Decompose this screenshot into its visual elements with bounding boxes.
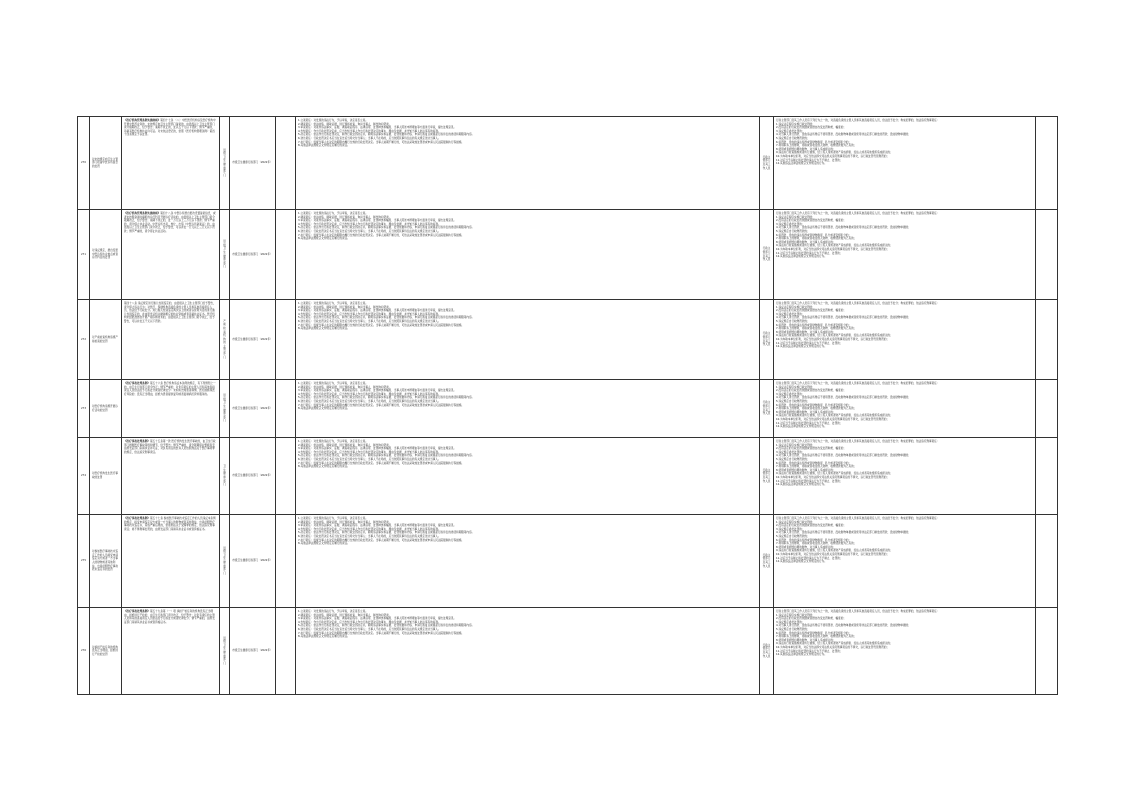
responsibility-line: 6.送达责任：行政处罚决定书应当在宣告后当场交付当事人；当事人不在场的，应当依照民事诉讼法的有关规定送达当事人。 [298,399,441,403]
subject-text: 县级 卫生 健康 部门 [223,636,226,665]
notes-label-cell [760,117,774,210]
responsibility-line: 2.调查责任：依法收集、调取证据，进行现场检查、询问当事人，制作询问笔录。 [298,215,392,219]
legal-basis-cell [122,300,220,380]
accountability-line: 2.没有法定的行政处罚依据或者擅自改变处罚种类、幅度的； [776,389,846,393]
responsibility-line: 1.立案责任：对发现的违法行为，予以审查，决定是否立案。 [298,517,368,520]
responsibility-line: 4.告知责任：作出行政处罚决定前，应当告知当事人作出行政处罚决定的事实、理由及依据，并告知当事人依法享有的权利。 [298,312,441,316]
accountability-line: 3.违反规定委托处罚的； [776,392,805,396]
row-index-cell [78,300,90,380]
accountability-line: 行政主管部门及其工作人员有下列行为之一的，对直接负责的主管人员和其他直接责任人员，依法给予处分；构成犯罪的，依法追究刑事责任： [776,212,940,215]
responsibility-line: 1.立案责任：对发现的违法行为，予以审查，决定是否立案。 [298,302,368,305]
item-name-cell [90,300,122,380]
responsibility-line: 7.执行责任：监督当事人在决定的期限内履行生效的行政处罚决定。当事人逾期不履行的，可依法采取加处罚款或申请人民法院强制执行等措施。 [298,323,464,327]
table-row [78,438,1058,515]
responsibility-line: 4.告知责任：作出行政处罚决定前，应当告知当事人作出行政处罚决定的事实、理由及依据，并告知当事人依法享有的权利。 [298,527,441,531]
accountability-line: 1.违反法定程序实施行政处罚的； [776,443,815,447]
basis-text: 第四十八条 违反规定进行胎儿性别鉴定的，由县级以上卫生主管部门给予警告，责令停止违法行为；对医疗、保健机构直接负责的主管人员和其他直接责任人员，依法给予行政处分。进行胎儿性别鉴定两次以上的或者以营利为目的进行胎儿性别鉴定的，并由原发证机关撤销相应的执业资格或者吊销执业证书。医疗机构未经批准擅自开展产前诊断技术的，由县级以上卫生主管部门责令改正，给予警告，可以并处五千元以下罚款。 [124,302,216,323]
accountability-line: 7.利用职务上的便利，索取或者收受他人财物、收缴罚款据为己有的； [776,542,857,546]
basis-title: 《医疗事故处理条例》 [124,517,150,520]
responsibility-line: 3.审查责任：对案件违法事实、证据、调查取证程序、法律适用、处罚种类和幅度、当事人陈述申辩理由等方面进行审查，提出处理意见。 [298,447,457,451]
subject-text: 县级 卫生 健康 部门 [223,394,226,423]
accountability-line: 12.其他违反法律法规规章文件规定的行为。 [776,345,827,349]
notes-label: 行政主管部门及其工作人员 [762,468,771,483]
department-text: 市级卫生健康行政部门（2022年） [232,649,273,653]
accountability-line: 6.将罚款、没收的违法所得或者财物截留、私分或者变相私分的； [776,403,852,407]
responsibility-line: 1.立案责任：对发现的违法行为，予以审查，决定是否立案。 [298,440,368,443]
row-index: 273 [81,406,86,410]
responsibility-line: 5.决定责任：依法作出行政处罚决定，制作行政处罚决定书，载明违法事实和证据、处罚依据和内容、申请行政复议或提起行政诉讼的途径和期限等内容。 [298,396,475,400]
legal-basis-cell [122,438,220,515]
responsibility-line: 7.执行责任：监督当事人在决定的期限内履行生效的行政处罚决定。当事人逾期不履行的，可依法采取加处罚款或申请人民法院强制执行等措施。 [298,403,464,407]
subject-text: 卫生 健康 部门 [223,465,226,487]
responsibility-line: 7.执行责任：监督当事人在决定的期限内履行生效的行政处罚决定。当事人逾期不履行的，可依法采取加处罚款或申请人民法院强制执行等措施。 [298,538,464,542]
responsibility-line: 6.送达责任：行政处罚决定书应当在宣告后当场交付当事人；当事人不在场的，应当依照民事诉讼法的有关规定送达当事人。 [298,627,441,631]
basis-title: 《医疗事故处理条例》 [124,382,150,385]
accountability-line: 8.使用或者损毁扣押的财物，对当事人造成损失的； [776,468,836,472]
accountability-cell [774,515,1036,608]
accountability-cell [774,380,1036,438]
notes-label: 行政主管部门及其工作人员 [762,155,771,170]
department-cell [230,608,276,695]
responsibility-line: 3.审查责任：对案件违法事实、证据、调查取证程序、法律适用、处罚种类和幅度、当事人陈述申辩理由等方面进行审查，提出处理意见。 [298,617,457,621]
accountability-line: 7.利用职务上的便利，索取或者收受他人财物、收缴罚款据为己有的； [776,635,857,639]
responsibility-line: 8.其他法律法规规章文件规定应履行的责任。 [298,327,350,331]
basis-title: 《医疗事故处理条例》 [124,610,150,613]
accountability-line: 12.其他违反法律法规规章文件规定的行为。 [776,425,827,429]
accountability-line: 6.将罚款、没收的违法所得或者财物截留、私分或者变相私分的； [776,538,852,542]
accountability-line: 2.没有法定的行政处罚依据或者擅自改变处罚种类、幅度的； [776,309,846,313]
blank-cell [276,300,296,380]
accountability-line: 3.违反规定委托处罚的； [776,312,805,316]
item-name-cell [90,210,122,300]
accountability-cell [774,117,1036,210]
legal-basis-cell [122,117,220,210]
responsibility-line: 2.调查责任：依法收集、调取证据，进行现场检查、询问当事人，制作询问笔录。 [298,613,392,617]
responsibility-line: 5.决定责任：依法作出行政处罚决定，制作行政处罚决定书，载明违法事实和证据、处罚依据和内容、申请行政复议或提起行政诉讼的途径和期限等内容。 [298,226,475,230]
responsibility-cell [296,438,760,515]
accountability-line: 12.其他违反法律法规规章文件规定的行为。 [776,162,827,166]
responsibility-line: 5.决定责任：依法作出行政处罚决定，制作行政处罚决定书，载明违法事实和证据、处罚依据和内容、申请行政复议或提起行政诉讼的途径和期限等内容。 [298,316,475,320]
accountability-line: 1.违反法定程序实施行政处罚的； [776,613,815,617]
accountability-cell [774,210,1036,300]
table-row [78,515,1058,608]
item-name: 对违反规定，擅自变更中医诊所执业地点或者诊疗科目的处罚 [92,249,118,260]
accountability-line: 11.对应当予以制止和处罚的违法行为不予制止、处罚的； [776,556,843,560]
responsibility-line: 2.调查责任：依法收集、调取证据，进行现场检查、询问当事人，制作询问笔录。 [298,443,392,447]
responsibility-line: 3.审查责任：对案件违法事实、证据、调查取证程序、法律适用、处罚种类和幅度、当事人陈述申辩理由等方面进行审查，提出处理意见。 [298,524,457,528]
accountability-line: 11.对应当予以制止和处罚的违法行为不予制止、处罚的； [776,158,843,162]
blank-cell [276,117,296,210]
accountability-line: 10.为牟取本单位私利，对应当依法移交司法机关追究刑事责任的不移交，以行政处罚代替刑罚的； [776,475,890,479]
accountability-line: 11.对应当予以制止和处罚的违法行为不予制止、处罚的； [776,341,843,345]
accountability-line: 6.将罚款、没收的违法所得或者财物截留、私分或者变相私分的； [776,323,852,327]
accountability-line: 3.违反规定委托处罚的； [776,527,805,531]
responsibility-cell [296,608,760,695]
basis-title: 《医疗机构管理条例实施细则》 [124,119,161,122]
item-name-cell [90,515,122,608]
basis-text: 第五十九条第（一）项 承担尸检任务的机构没有正当理由，拒绝进行尸检的，由卫生行政部门责令改正，给予警告；对负有责任的主管人员和其他直接责任人员依法给予行政处分或者纪律处分；情节严重的，由原发证部门吊销其执业证书或者资格证书。 [124,610,215,624]
blank-cell [276,515,296,608]
responsibility-line: 1.立案责任：对发现的违法行为，予以审查，决定是否立案。 [298,212,368,215]
responsibility-line: 8.其他法律法规规章文件规定应履行的责任。 [298,144,350,148]
accountability-line: 4.对当事人进行罚款、没收违法所得后不使用罚款、没收财物单据或者使用非法定部门制发的罚款、没收财物单据的； [776,133,911,137]
subject-cell [220,300,230,380]
responsibility-line: 6.送达责任：行政处罚决定书应当在宣告后当场交付当事人；当事人不在场的，应当依照民事诉讼法的有关规定送达当事人。 [298,534,441,538]
responsibility-line: 7.执行责任：监督当事人在决定的期限内履行生效的行政处罚决定。当事人逾期不履行的，可依法采取加处罚款或申请人民法院强制执行等措施。 [298,461,464,465]
accountability-line: 3.违反规定委托处罚的； [776,620,805,624]
item-name: 对产前检查机构违规产前检查的处罚 [92,335,118,343]
accountability-line: 9.违法实行检查措施或者执行措施，给公民人身或者财产造成损害、给法人或者其他组织造成损失的； [776,334,893,338]
notes-label-cell [760,380,774,438]
accountability-line: 1.违反法定程序实施行政处罚的； [776,215,815,219]
table-row [78,608,1058,695]
row-index: 270 [81,161,86,165]
basis-title: 《医疗机构管理条例实施细则》 [124,212,161,215]
item-name: 对医疗机构发生医疗事故的处罚 [92,472,118,479]
legal-basis-cell [122,210,220,300]
responsibility-cell [296,515,760,608]
accountability-line: 8.使用或者损毁扣押的财物，对当事人造成损失的； [776,240,836,244]
row-index: 274 [81,474,86,478]
accountability-line: 3.违反规定委托处罚的； [776,450,805,454]
subject-cell [220,380,230,438]
accountability-line: 1.违反法定程序实施行政处罚的； [776,385,815,389]
department-text: 市级卫生健康行政部门（2022年） [232,161,273,165]
responsibility-line: 6.送达责任：行政处罚决定书应当在宣告后当场交付当事人；当事人不在场的，应当依照民事诉讼法的有关规定送达当事人。 [298,136,441,140]
accountability-line: 12.其他违反法律法规规章文件规定的行为。 [776,560,827,564]
remarks-cell [1036,300,1058,380]
accountability-line: 10.为牟取本单位私利，对应当依法移交司法机关追究刑事责任的不移交，以行政处罚代替刑罚的； [776,552,890,556]
department-cell [230,515,276,608]
subject-cell [220,515,230,608]
accountability-line: 7.利用职务上的便利，索取或者收受他人财物、收缴罚款据为己有的； [776,237,857,241]
accountability-line: 10.为牟取本单位私利，对应当依法移交司法机关追究刑事责任的不移交，以行政处罚代替刑罚的； [776,417,890,421]
accountability-line: 5.违反规定自行收缴罚款的； [776,627,810,631]
accountability-line: 2.没有法定的行政处罚依据或者擅自改变处罚种类、幅度的； [776,447,846,451]
notes-label: 行政主管部门及其工作人员 [762,247,771,262]
accountability-line: 11.对应当予以制止和处罚的违法行为不予制止、处罚的； [776,251,843,255]
accountability-line: 9.违法实行检查措施或者执行措施，给公民人身或者财产造成损害、给法人或者其他组织造成损失的； [776,549,893,553]
responsibility-line: 2.调查责任：依法收集、调取证据，进行现场检查、询问当事人，制作询问笔录。 [298,122,392,126]
accountability-line: 行政主管部门及其工作人员有下列行为之一的，对直接负责的主管人员和其他直接责任人员，依法给予处分；构成犯罪的，依法追究刑事责任： [776,517,940,520]
accountability-line: 8.使用或者损毁扣押的财物，对当事人造成损失的； [776,330,836,334]
accountability-line: 11.对应当予以制止和处罚的违法行为不予制止、处罚的； [776,479,843,483]
accountability-cell [774,300,1036,380]
row-index: 276 [81,649,86,653]
item-name: 对未按规定向卫生主管部门报备中医诊所信息的处罚 [92,157,118,168]
department-text: 市级卫生健康行政部门（2022年） [232,559,273,563]
responsibility-line: 7.执行责任：监督当事人在决定的期限内履行生效的行政处罚决定。当事人逾期不履行的，可依法采取加处罚款或申请人民法院强制执行等措施。 [298,233,464,237]
accountability-line: 2.没有法定的行政处罚依据或者擅自改变处罚种类、幅度的； [776,524,846,528]
responsibility-line: 4.告知责任：作出行政处罚决定前，应当告知当事人作出行政处罚决定的事实、理由及依据，并告知当事人依法享有的权利。 [298,392,441,396]
accountability-line: 9.违法实行检查措施或者执行措施，给公民人身或者财产造成损害、给法人或者其他组织造成损失的； [776,642,893,646]
accountability-line: 9.违法实行检查措施或者执行措施，给公民人身或者财产造成损害、给法人或者其他组织造成损失的； [776,151,893,155]
row-index: 271 [81,252,86,256]
accountability-line: 行政主管部门及其工作人员有下列行为之一的，对直接负责的主管人员和其他直接责任人员，依法给予处分；构成犯罪的，依法追究刑事责任： [776,382,940,385]
responsibility-line: 7.执行责任：监督当事人在决定的期限内履行生效的行政处罚决定。当事人逾期不履行的，可依法采取加处罚款或申请人民法院强制执行等措施。 [298,140,464,144]
accountability-line: 行政主管部门及其工作人员有下列行为之一的，对直接负责的主管人员和其他直接责任人员，依法给予处分；构成犯罪的，依法追究刑事责任： [776,119,940,122]
responsibility-line: 6.送达责任：行政处罚决定书应当在宣告后当场交付当事人；当事人不在场的，应当依照民事诉讼法的有关规定送达当事人。 [298,229,441,233]
notes-label-cell [760,438,774,515]
basis-text: 第四十八条 中医诊所擅自更改设置备案信息，或者未按照备案时填报的诊疗科目开展诊疗活动的，由县级以上卫生主管部门责令限期改正，给予警告；逾期不改正的，处一万元以上三万元以下罚款；情节严重的，责令停止执业活动。中医诊所出卖、转让、出借《中医诊所备案证》的，由县级以上卫生主管部门责令改正，给予警告，可以并处一万元以上三万元以下罚款；情节严重的，责令停止执业活动。 [124,212,216,233]
responsibility-line: 8.其他法律法规规章文件规定应履行的责任。 [298,237,350,241]
item-name-cell [90,438,122,515]
responsibility-line: 6.送达责任：行政处罚决定书应当在宣告后当场交付当事人；当事人不在场的，应当依照民事诉讼法的有关规定送达当事人。 [298,457,441,461]
remarks-cell [1036,608,1058,695]
responsibility-line: 4.告知责任：作出行政处罚决定前，应当告知当事人作出行政处罚决定的事实、理由及依据，并告知当事人依法享有的权利。 [298,222,441,226]
responsibility-line: 3.审查责任：对案件违法事实、证据、调查取证程序、法律适用、处罚种类和幅度、当事人陈述申辩理由等方面进行审查，提出处理意见。 [298,126,457,130]
accountability-line: 10.为牟取本单位私利，对应当依法移交司法机关追究刑事责任的不移交，以行政处罚代替刑罚的； [776,247,890,251]
row-index-cell [78,210,90,300]
blank-cell [276,608,296,695]
item-name-cell [90,608,122,695]
accountability-line: 6.将罚款、没收的违法所得或者财物截留、私分或者变相私分的； [776,461,852,465]
remarks-cell [1036,380,1058,438]
accountability-line: 4.对当事人进行罚款、没收违法所得后不使用罚款、没收财物单据或者使用非法定部门制发的罚款、没收财物单据的； [776,316,911,320]
subject-cell [220,438,230,515]
accountability-line: 4.对当事人进行罚款、没收违法所得后不使用罚款、没收财物单据或者使用非法定部门制发的罚款、没收财物单据的； [776,531,911,535]
notes-label: 行政主管部门及其工作人员 [762,332,771,347]
table-row [78,300,1058,380]
notes-label: 行政主管部门及其工作人员 [762,401,771,416]
responsibility-line: 3.审查责任：对案件违法事实、证据、调查取证程序、法律适用、处罚种类和幅度、当事人陈述申辩理由等方面进行审查，提出处理意见。 [298,389,457,393]
responsibility-line: 5.决定责任：依法作出行政处罚决定，制作行政处罚决定书，载明违法事实和证据、处罚依据和内容、申请行政复议或提起行政诉讼的途径和期限等内容。 [298,454,475,458]
department-cell [230,380,276,438]
accountability-line: 7.利用职务上的便利，索取或者收受他人财物、收缴罚款据为己有的； [776,327,857,331]
subject-text: 县级 卫生 健康 部门 [223,546,226,575]
responsibility-line: 2.调查责任：依法收集、调取证据，进行现场检查、询问当事人，制作询问笔录。 [298,305,392,309]
accountability-line: 7.利用职务上的便利，索取或者收受他人财物、收缴罚款据为己有的； [776,144,857,148]
document-sheet [77,116,1044,695]
responsibility-line: 8.其他法律法规规章文件规定应履行的责任。 [298,635,350,639]
responsibility-cell [296,380,760,438]
subject-text: 产前 检查 机构 的 主管 部门 [223,319,226,359]
subject-cell [220,608,230,695]
table-row [78,117,1058,210]
item-name-cell [90,380,122,438]
accountability-line: 5.违反规定自行收缴罚款的； [776,136,810,140]
row-index-cell [78,117,90,210]
row-index: 272 [81,337,86,341]
row-index-cell [78,438,90,515]
notes-label-cell [760,210,774,300]
accountability-line: 7.利用职务上的便利，索取或者收受他人财物、收缴罚款据为己有的； [776,465,857,469]
department-cell [230,438,276,515]
accountability-line: 5.违反规定自行收缴罚款的； [776,457,810,461]
department-cell [230,117,276,210]
item-name: 对医疗机构违规开展诊疗活动的处罚 [92,404,118,412]
responsibility-line: 6.送达责任：行政处罚决定书应当在宣告后当场交付当事人；当事人不在场的，应当依照民事诉讼法的有关规定送达当事人。 [298,319,441,323]
responsibility-line: 8.其他法律法规规章文件规定应履行的责任。 [298,407,350,411]
table-row [78,380,1058,438]
accountability-cell [774,608,1036,695]
accountability-cell [774,438,1036,515]
accountability-line: 10.为牟取本单位私利，对应当依法移交司法机关追究刑事责任的不移交，以行政处罚代替刑罚的； [776,337,890,341]
responsibility-line: 5.决定责任：依法作出行政处罚决定，制作行政处罚决定书，载明违法事实和证据、处罚依据和内容、申请行政复议或提起行政诉讼的途径和期限等内容。 [298,624,475,628]
subject-text: 县级 卫生 健康 部门 [223,148,226,177]
legal-basis-cell [122,380,220,438]
accountability-line: 3.违反规定委托处罚的； [776,222,805,226]
row-index-cell [78,515,90,608]
department-cell [230,210,276,300]
remarks-cell [1036,117,1058,210]
accountability-line: 2.没有法定的行政处罚依据或者擅自改变处罚种类、幅度的； [776,219,846,223]
responsibility-line: 3.审查责任：对案件违法事实、证据、调查取证程序、法律适用、处罚种类和幅度、当事人陈述申辩理由等方面进行审查，提出处理意见。 [298,219,457,223]
row-index-cell [78,608,90,695]
responsibility-line: 8.其他法律法规规章文件规定应履行的责任。 [298,465,350,469]
accountability-line: 4.对当事人进行罚款、没收违法所得后不使用罚款、没收财物单据或者使用非法定部门制发的罚款、没收财物单据的； [776,226,911,230]
blank-cell [276,438,296,515]
responsibility-line: 2.调查责任：依法收集、调取证据，进行现场检查、询问当事人，制作询问笔录。 [298,385,392,389]
responsibility-line: 7.执行责任：监督当事人在决定的期限内履行生效的行政处罚决定。当事人逾期不履行的，可依法采取加处罚款或申请人民法院强制执行等措施。 [298,631,464,635]
accountability-line: 6.将罚款、没收的违法所得或者财物截留、私分或者变相私分的； [776,631,852,635]
notes-label-cell [760,300,774,380]
row-index: 275 [81,559,86,563]
accountability-line: 行政主管部门及其工作人员有下列行为之一的，对直接负责的主管人员和其他直接责任人员，依法给予处分；构成犯罪的，依法追究刑事责任： [776,440,940,443]
remarks-cell [1036,438,1058,515]
responsibility-line: 2.调查责任：依法收集、调取证据，进行现场检查、询问当事人，制作询问笔录。 [298,520,392,524]
accountability-line: 12.其他违反法律法规规章文件规定的行为。 [776,255,827,259]
accountability-line: 8.使用或者损毁扣押的财物，对当事人造成损失的； [776,545,836,549]
legal-basis-cell [122,608,220,695]
basis-text: 第四十七条 （八）中医医疗机构以及医疗机构中开展中医药业务的，未按规定向卫生主管部门备案的，由县级以上卫生主管部门责令限期改正，给予警告；逾期不改正的，处以五千元以下罚款；情节严重的，吊销其医疗机构执业许可证。对未依法登记的，依照《医疗机构管理条例》第四十四条规定予以处罚。 [124,119,216,137]
accountability-line: 3.违反规定委托处罚的； [776,129,805,133]
accountability-line: 1.违反法定程序实施行政处罚的； [776,305,815,309]
accountability-line: 2.没有法定的行政处罚依据或者擅自改变处罚种类、幅度的； [776,126,846,130]
subject-cell [220,210,230,300]
accountability-line: 10.为牟取本单位私利，对应当依法移交司法机关追究刑事责任的不移交，以行政处罚代替刑罚的； [776,645,890,649]
department-text: 市级卫生健康行政部门（2022年） [232,406,273,410]
accountability-line: 4.对当事人进行罚款、没收违法所得后不使用罚款、没收财物单据或者使用非法定部门制发的罚款、没收财物单据的； [776,454,911,458]
basis-text: 第五十五条第一款 医疗机构发生医疗事故的，由卫生行政部门根据医疗事故等级和情节，给予警告；情节严重的，责令限期停业整顿直至由原发证部门吊销执业许可证，对负有责任的医务人员依照刑法关于医疗事故罪的规定，依法追究刑事责任。 [124,440,216,454]
accountability-line: 11.对应当予以制止和处罚的违法行为不予制止、处罚的； [776,421,843,425]
responsibility-cell [296,117,760,210]
accountability-line: 行政主管部门及其工作人员有下列行为之一的，对直接负责的主管人员和其他直接责任人员，依法给予处分；构成犯罪的，依法追究刑事责任： [776,302,940,305]
accountability-line: 8.使用或者损毁扣押的财物，对当事人造成损失的； [776,410,836,414]
accountability-line: 5.违反规定自行收缴罚款的； [776,229,810,233]
responsibility-line: 1.立案责任：对发现的违法行为，予以审查，决定是否立案。 [298,610,368,613]
responsibility-cell [296,300,760,380]
responsibility-line: 1.立案责任：对发现的违法行为，予以审查，决定是否立案。 [298,119,368,122]
row-index-cell [78,380,90,438]
accountability-line: 7.利用职务上的便利，索取或者收受他人财物、收缴罚款据为己有的； [776,407,857,411]
basis-title: 《医疗事故处理条例》 [124,440,150,443]
item-name: 对承担尸检任务的机构没有正当理由，拒绝进行尸检的处罚 [92,645,118,656]
accountability-line: 5.违反规定自行收缴罚款的； [776,534,810,538]
notes-label-cell [760,608,774,695]
accountability-line: 10.为牟取本单位私利，对应当依法移交司法机关追究刑事责任的不移交，以行政处罚代替刑罚的； [776,154,890,158]
department-text: 市级卫生健康行政部门（2022年） [232,337,273,341]
accountability-line: 11.对应当予以制止和处罚的违法行为不予制止、处罚的； [776,649,843,653]
remarks-cell [1036,515,1058,608]
legal-basis-cell [122,515,220,608]
accountability-line: 6.将罚款、没收的违法所得或者财物截留、私分或者变相私分的； [776,140,852,144]
accountability-line: 4.对当事人进行罚款、没收违法所得后不使用罚款、没收财物单据或者使用非法定部门制发的罚款、没收财物单据的； [776,396,911,400]
basis-text: 第五十七条 参加医疗事故技术鉴定工作的人员违反本条例的规定，接受申请鉴定双方或者一方当事人的财物或者其他利益，出具虚假医疗事故技术鉴定书，造成严重后果的，依照刑法关于受贿罪的规定，依法追究刑事责任；尚不够刑事处罚的，由原发证部门吊销其执业证书或者资格证书。 [124,517,216,531]
accountability-line: 5.违反规定自行收缴罚款的； [776,399,810,403]
responsibility-line: 4.告知责任：作出行政处罚决定前，应当告知当事人作出行政处罚决定的事实、理由及依据，并告知当事人依法享有的权利。 [298,620,441,624]
department-text: 市级卫生健康行政部门（2022年） [232,252,273,256]
item-name: 对参加医疗事故技术鉴定工作的人员接受申请鉴定双方或者一方当事人的财物或者其他利益，出具虚假医疗事故技术鉴定书的处罚 [92,550,118,572]
item-name-cell [90,117,122,210]
accountability-line: 2.没有法定的行政处罚依据或者擅自改变处罚种类、幅度的； [776,617,846,621]
accountability-line: 9.违法实行检查措施或者执行措施，给公民人身或者财产造成损害、给法人或者其他组织造成损失的； [776,414,893,418]
basis-text: 第五十六条 医疗机构违反本条例的规定，有下列情形之一的，由卫生行政部门责令改正；情节严重的，对负有责任的主管人员和其他直接责任人员依法给予行政处分或者纪律处分：未如实告知患者病情、医疗措施和医疗风险的；没有正当理由，拒绝为患者提供复印或者复制病历资料服务的。 [124,382,216,396]
accountability-line: 12.其他违反法律法规规章文件规定的行为。 [776,483,827,487]
accountability-line: 4.对当事人进行罚款、没收违法所得后不使用罚款、没收财物单据或者使用非法定部门制发的罚款、没收财物单据的； [776,624,911,628]
notes-label: 行政主管部门及其工作人员 [762,553,771,568]
accountability-line: 6.将罚款、没收的违法所得或者财物截留、私分或者变相私分的； [776,233,852,237]
blank-cell [276,380,296,438]
table-row [78,210,1058,300]
subject-text: 县级 卫生 健康 部门 [223,240,226,269]
accountability-line: 8.使用或者损毁扣押的财物，对当事人造成损失的； [776,147,836,151]
accountability-line: 12.其他违反法律法规规章文件规定的行为。 [776,653,827,657]
accountability-line: 5.违反规定自行收缴罚款的； [776,319,810,323]
accountability-line: 9.违法实行检查措施或者执行措施，给公民人身或者财产造成损害、给法人或者其他组织造成损失的； [776,244,893,248]
accountability-line: 1.违反法定程序实施行政处罚的； [776,122,815,126]
responsibility-line: 8.其他法律法规规章文件规定应履行的责任。 [298,542,350,546]
accountability-line: 行政主管部门及其工作人员有下列行为之一的，对直接负责的主管人员和其他直接责任人员，依法给予处分；构成犯罪的，依法追究刑事责任： [776,610,940,613]
subject-cell [220,117,230,210]
responsibility-line: 1.立案责任：对发现的违法行为，予以审查，决定是否立案。 [298,382,368,385]
accountability-line: 9.违法实行检查措施或者执行措施，给公民人身或者财产造成损害、给法人或者其他组织造成损失的； [776,472,893,476]
responsibility-line: 5.决定责任：依法作出行政处罚决定，制作行政处罚决定书，载明违法事实和证据、处罚依据和内容、申请行政复议或提起行政诉讼的途径和期限等内容。 [298,531,475,535]
notes-label-cell [760,515,774,608]
responsibility-line: 5.决定责任：依法作出行政处罚决定，制作行政处罚决定书，载明违法事实和证据、处罚依据和内容、申请行政复议或提起行政诉讼的途径和期限等内容。 [298,133,475,137]
department-cell [230,300,276,380]
blank-cell [276,210,296,300]
responsibility-line: 4.告知责任：作出行政处罚决定前，应当告知当事人作出行政处罚决定的事实、理由及依据，并告知当事人依法享有的权利。 [298,129,441,133]
responsibility-cell [296,210,760,300]
responsibility-line: 4.告知责任：作出行政处罚决定前，应当告知当事人作出行政处罚决定的事实、理由及依据，并告知当事人依法享有的权利。 [298,450,441,454]
responsibility-line: 3.审查责任：对案件违法事实、证据、调查取证程序、法律适用、处罚种类和幅度、当事人陈述申辩理由等方面进行审查，提出处理意见。 [298,309,457,313]
accountability-line: 1.违反法定程序实施行政处罚的； [776,520,815,524]
accountability-line: 8.使用或者损毁扣押的财物，对当事人造成损失的； [776,638,836,642]
notes-label: 行政主管部门及其工作人员 [762,643,771,658]
responsibility-table [77,116,1058,695]
remarks-cell [1036,210,1058,300]
department-text: 市级卫生健康行政部门（2022年） [232,474,273,478]
